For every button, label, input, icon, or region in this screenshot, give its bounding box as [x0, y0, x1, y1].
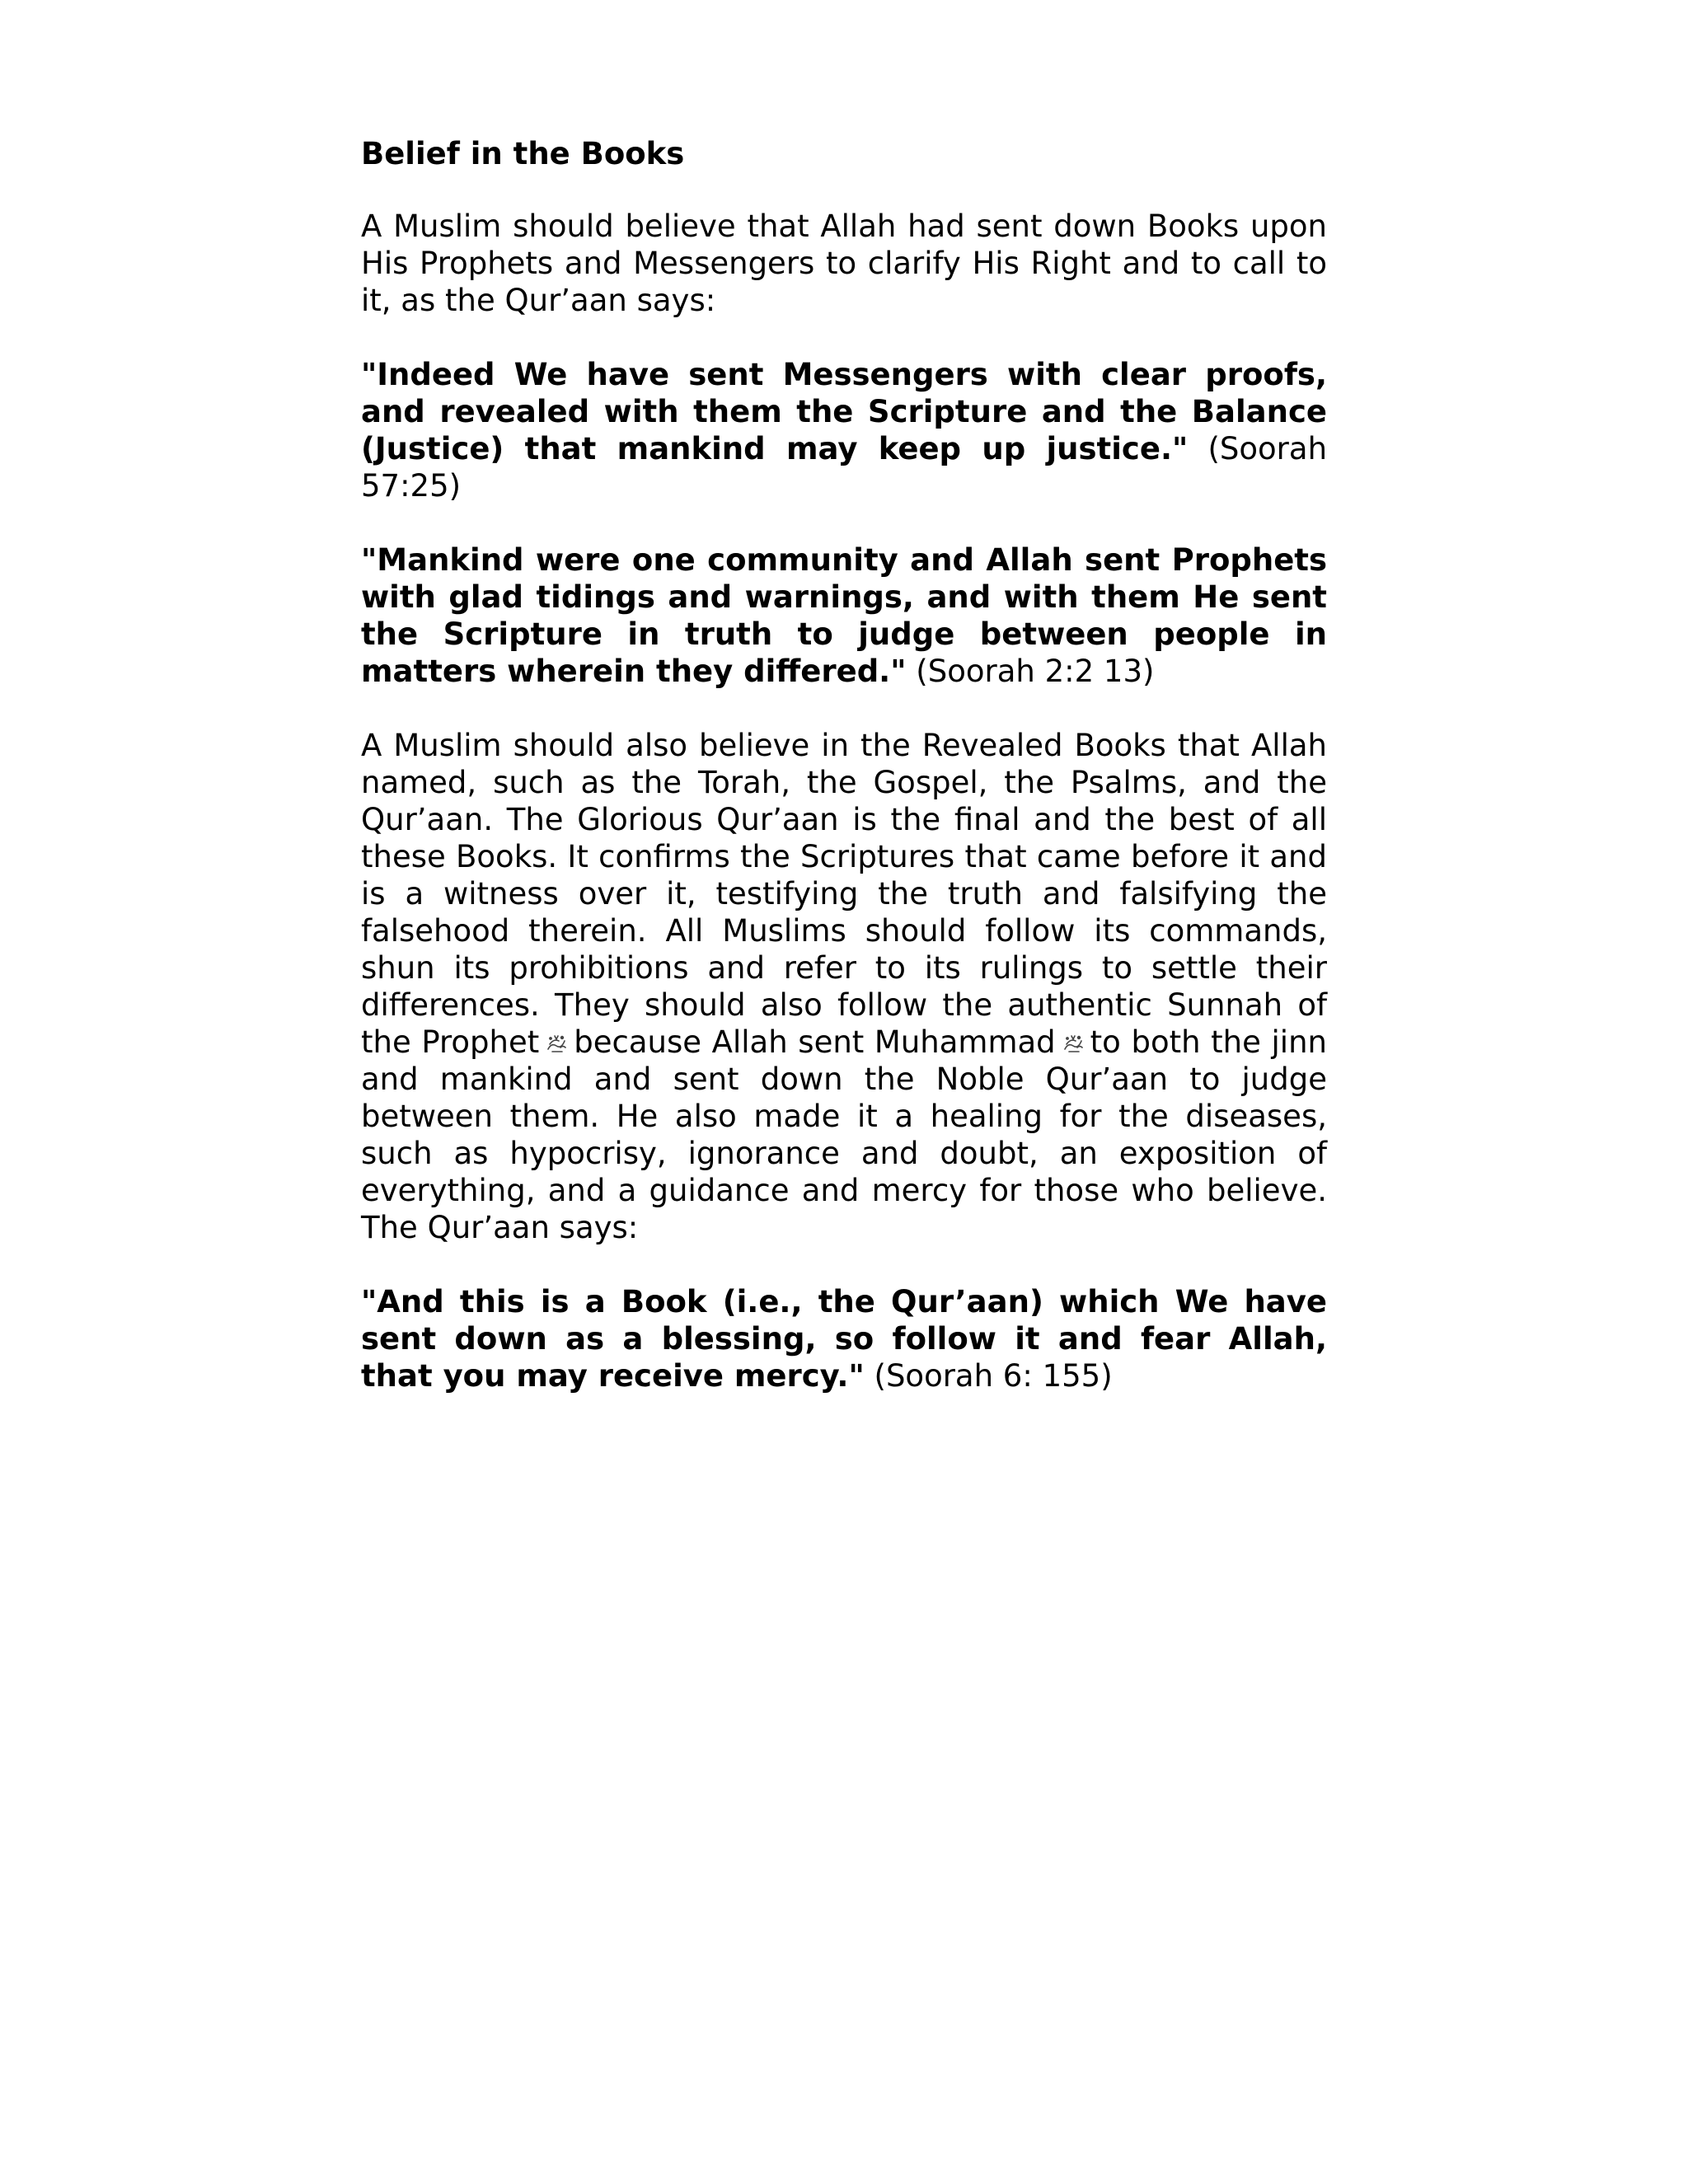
paragraph-text: because Allah sent Muhammad — [574, 1024, 1056, 1060]
quote-soorah-57-25 — [361, 356, 1327, 504]
quote-text: "And this is a Book (i.e., the Qur’aan) which We have sent down as a blessing, so follow it and fear Allah, that you may receive mercy." — [361, 1284, 1327, 1394]
quote-soorah-6-155 — [361, 1283, 1327, 1394]
quote-text: "Indeed We have sent Messengers with clear proofs, and revealed with them the Scripture and the Balance (Justice) that mankind may keep up justice." — [361, 357, 1327, 466]
paragraph-text: A Muslim should also believe in the Revealed Books that Allah named, such as the Torah, the Gospel, the Psalms, and the Qur’aan. The Glorious Qur’aan is the final and the best of all these Books. It confirms the Scriptures that came before it and is a witness over it, testifying the truth and falsifying the falsehood therein. All Muslims should follow its commands, shun its prohibitions and refer to its rulings to settle their differences. They should also follow the authentic Sunnah of the Prophet — [361, 728, 1327, 1060]
paragraph-text: to both the jinn and mankind and sent down the Noble Qur’aan to judge between them. He also made it a healing for the diseases, such as hypocrisy, ignorance and doubt, an exposition of everything, and a guidance and mercy for those who believe. The Qur’aan says: — [361, 1024, 1327, 1245]
quote-reference: (Soorah 2:2 13) — [916, 654, 1155, 689]
document-body — [361, 135, 1327, 1432]
quote-reference: (Soorah 6: 155) — [874, 1358, 1113, 1394]
quote-reference: (Soorah 57:25) — [361, 431, 1328, 504]
revealed-books-paragraph — [361, 727, 1327, 1246]
salutation-calligraphy-icon — [1061, 1031, 1085, 1056]
section-heading: Belief in the Books — [361, 136, 685, 171]
quote-soorah-2-213 — [361, 541, 1327, 690]
quote-text: "Mankind were one community and Allah sent Prophets with glad tidings and warnings, and with them He sent the Scripture in truth to judge between people in matters wherein they differed." — [361, 542, 1327, 689]
salutation-calligraphy-icon — [544, 1031, 569, 1056]
intro-paragraph: A Muslim should believe that Allah had sent down Books upon His Prophets and Messengers to clarify His Right and to call to it, as the Qur’aan says: — [361, 209, 1327, 318]
